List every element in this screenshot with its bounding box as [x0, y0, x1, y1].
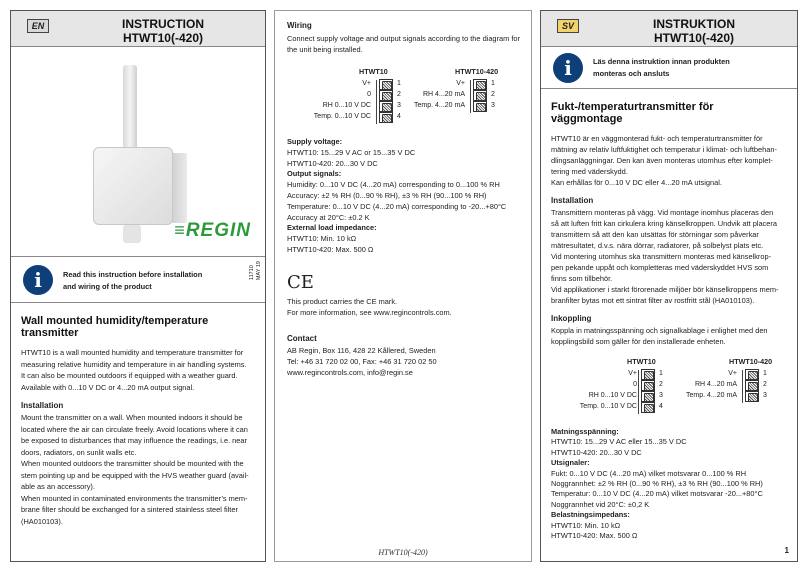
- text-line: Available with 0...10 V DC or 4...20 mA output signal.: [21, 382, 195, 392]
- terminal-block: [641, 380, 655, 391]
- terminal-number: 3: [763, 392, 767, 399]
- text-line: HTWT10 is a wall mounted humidity and temperature transmitter for: [21, 348, 244, 357]
- spec-line: Humidity: 0...10 V DC (4...20 mA) corresponding to 0...100 % RH: [287, 180, 500, 190]
- terminal-label: V+: [362, 80, 371, 87]
- spec-heading: External load impedance:: [287, 223, 377, 233]
- doc-code-number: 11710: [249, 265, 255, 281]
- english-page-continued: [274, 10, 532, 562]
- spec-line: HTWT10-420: Max. 500 Ω: [551, 531, 638, 541]
- terminal-block: [473, 79, 487, 90]
- text-line: be exposed to disturbances that may influence the readings, i.e. near: [21, 436, 247, 445]
- text-line: able as an accessory).: [21, 482, 95, 491]
- terminal-label: V+: [456, 80, 465, 87]
- terminal-label: Temp. 0...10 V DC: [579, 403, 637, 410]
- diagram-title-htwt10-420: HTWT10-420: [729, 357, 773, 366]
- spec-heading: Belastningsimpedans:: [551, 510, 630, 520]
- page-header: [541, 11, 797, 47]
- notice-line-1: Läs denna instruktion innan produkten: [593, 57, 730, 66]
- terminal-bracket: [376, 80, 377, 124]
- spec-line: Noggrannhet: ±2 % RH (0...90 % RH), ±3 % RH (90...100 % RH): [551, 479, 763, 489]
- product-photo: [11, 47, 265, 257]
- terminal-block: [379, 90, 393, 101]
- text-line: When mounted outdoors the transmitter should be mounted with the: [21, 459, 244, 468]
- installation-heading: Installation: [21, 401, 64, 410]
- text-line: (HA010103).: [21, 516, 63, 526]
- terminal-block: [379, 101, 393, 112]
- terminal-block: [745, 369, 759, 380]
- terminal-number: 2: [397, 91, 401, 98]
- terminal-block: [641, 391, 655, 402]
- regin-logo: [174, 220, 251, 242]
- intro-paragraph: [551, 133, 787, 188]
- spec-line: HTWT10: Min. 10 kΩ: [287, 234, 357, 244]
- spec-line: HTWT10-420: 20...30 V DC: [287, 158, 378, 168]
- title-line-2: HTWT10(-420): [122, 31, 203, 45]
- terminal-block: [379, 112, 393, 123]
- info-icon: i: [553, 53, 583, 83]
- regin-logo-icon: ≡: [174, 220, 183, 240]
- wiring-description: [551, 325, 787, 347]
- text-line: the unit being installed.: [287, 45, 363, 54]
- terminal-number: 3: [491, 102, 495, 109]
- installation-paragraph: [551, 207, 787, 306]
- text-line: Connect supply voltage and output signals according to the diagram for: [287, 34, 520, 43]
- text-line: Kan erhållas för 0...10 V DC eller 4...20 mA utsignal.: [551, 178, 722, 187]
- text-line: When mounted in contaminated environments the transmitter’s mem-: [21, 493, 248, 503]
- swedish-page: [540, 10, 798, 562]
- text-line: pen pekande uppåt och kompletteras med väderskyddet HVS som: [551, 263, 769, 272]
- terminal-bracket: [742, 370, 743, 403]
- intro-paragraph: [21, 347, 255, 393]
- cable-gland: [123, 225, 141, 243]
- terminal-label: V+: [728, 370, 737, 377]
- notice-line-2: monteras och ansluts: [593, 69, 670, 78]
- text-line: HTWT10 är en väggmonterad fukt- och temperaturtransmitter för: [551, 134, 763, 143]
- page-number: 1: [784, 546, 789, 555]
- terminal-number: 2: [491, 91, 495, 98]
- english-page: [10, 10, 266, 562]
- text-line: This product carries the CE mark.: [287, 296, 398, 306]
- spec-heading: Utsignaler:: [551, 458, 590, 468]
- terminal-label: 0: [633, 381, 637, 388]
- installation-heading: Installation: [551, 196, 594, 205]
- terminal-label: 0: [367, 91, 371, 98]
- specifications: [551, 427, 787, 541]
- terminal-label: RH 4...20 mA: [694, 381, 737, 388]
- notice-text: [593, 56, 783, 80]
- terminal-block: [379, 79, 393, 90]
- text-line: transmittern så att den kan utsättas för störningar som påverkar: [551, 230, 759, 239]
- terminal-number: 1: [491, 80, 495, 87]
- spec-line: HTWT10: Min. 10 kΩ: [551, 520, 621, 530]
- text-line: mätresultatet, d.v.s. nära dörrar, radiatorer, på solbelyst plats etc.: [551, 241, 764, 250]
- terminal-number: 1: [397, 80, 401, 87]
- info-icon: i: [23, 265, 53, 295]
- language-flag-sv: SV: [557, 19, 579, 33]
- terminal-label: Temp. 0...10 V DC: [313, 113, 371, 120]
- spec-heading: Output signals:: [287, 169, 342, 179]
- text-line: stem pointing up and be equipped with the HVS weather guard (avail-: [21, 470, 249, 480]
- terminal-number: 2: [659, 381, 663, 388]
- text-line: kopplingsbild som gäller för den installerade enheten.: [551, 337, 726, 346]
- section-title: Fukt-/temperaturtransmitter för väggmontage: [551, 101, 714, 125]
- terminal-label: Temp. 4...20 mA: [686, 392, 737, 399]
- spec-line: Accuracy: ±2 % RH (0...90 % RH), ±3 % RH (90...100 % RH): [287, 190, 487, 200]
- contact-phone: Tel: +46 31 720 02 00, Fax: +46 31 720 02 50: [287, 357, 437, 367]
- ce-text: [287, 297, 521, 319]
- terminal-label: Temp. 4...20 mA: [414, 102, 465, 109]
- installation-paragraph: [21, 412, 255, 527]
- spec-heading: Supply voltage:: [287, 137, 343, 146]
- terminal-number: 4: [397, 113, 401, 120]
- document-code: [249, 261, 263, 280]
- spec-line: Temperature: 0...10 V DC (4...20 mA) corresponding to -20...+80°C: [287, 201, 507, 211]
- text-line: It can also be mounted outdoors if equipped with a weather guard.: [21, 371, 238, 380]
- text-line: Vid applikationer i starkt förorenade miljöer bör känselkroppens mem-: [551, 285, 779, 294]
- terminal-block: [641, 402, 655, 413]
- read-instruction-notice: [11, 257, 265, 303]
- spec-line: HTWT10: 15...29 V AC eller 15...35 V DC: [551, 437, 687, 447]
- spec-heading: Matningsspänning:: [551, 427, 619, 436]
- page-title: [71, 17, 255, 45]
- contact-details: [287, 346, 521, 378]
- wiring-diagram: [541, 357, 797, 421]
- terminal-number: 2: [763, 381, 767, 388]
- page-footer: HTWT10(-420): [378, 548, 428, 557]
- terminal-label: RH 0...10 V DC: [322, 102, 371, 109]
- terminal-label: V+: [628, 370, 637, 377]
- spec-line: HTWT10-420: 20...30 V DC: [551, 447, 642, 457]
- wiring-diagram: [275, 63, 531, 133]
- spec-line: Accuracy at 20°C: ±0.2 K: [287, 212, 370, 222]
- text-line: mätning av relativ luftfuktighet och temperatur i klimat- och luftbehan-: [551, 145, 777, 154]
- ce-mark-icon: CE: [287, 271, 314, 293]
- text-line: For more information, see www.regincontrols.com.: [287, 307, 452, 317]
- text-line: Vid montering utomhus ska transmittern monteras med känselkrop-: [551, 252, 772, 261]
- page-header: [11, 11, 265, 47]
- terminal-number: 3: [397, 102, 401, 109]
- text-line: Koppla in matningsspänning och signalkablage i enlighet med den: [551, 326, 768, 335]
- text-line: dlingsanläggningar. Den kan även monteras utomhus efter komplet-: [551, 156, 773, 165]
- contact-web: www.regincontrols.com, info@regin.se: [287, 367, 413, 377]
- terminal-block: [745, 391, 759, 402]
- title-line-1: INSTRUKTION: [653, 17, 735, 31]
- terminal-block: [473, 101, 487, 112]
- title-line-2: HTWT10(-420): [653, 31, 734, 45]
- text-line: measuring relative humidity and temperature in air handling systems.: [21, 359, 247, 369]
- terminal-number: 3: [659, 392, 663, 399]
- diagram-title-htwt10: HTWT10: [627, 357, 656, 366]
- wiring-heading: Wiring: [287, 21, 312, 30]
- spec-line: Noggrannhet vid 20°C: ±0,2 K: [551, 499, 650, 509]
- terminal-number: 4: [659, 403, 663, 410]
- doc-code-date: MAY 19: [256, 261, 262, 281]
- specifications: [287, 137, 521, 256]
- terminal-block: [745, 380, 759, 391]
- spec-line: HTWT10-420: Max. 500 Ω: [287, 244, 374, 254]
- contact-address: AB Regin, Box 116, 428 22 Kållered, Sweden: [287, 346, 436, 356]
- contact-heading: Contact: [287, 334, 317, 344]
- spec-line: Fukt: 0...10 V DC (4...20 mA) vilket motsvarar 0...100 % RH: [551, 468, 747, 478]
- notice-line-2: and wiring of the product: [63, 282, 152, 291]
- text-line: Transmittern monteras på vägg. Vid montage inomhus placeras den: [551, 208, 774, 217]
- housing-side: [171, 153, 187, 223]
- regin-logo-text: REGIN: [185, 220, 251, 241]
- text-line: doors, radiators, on sunlit walls etc.: [21, 447, 137, 457]
- text-line: located where the air can circulate freely. Avoid locations where it can: [21, 424, 248, 434]
- terminal-number: 1: [763, 370, 767, 377]
- terminal-label: RH 0...10 V DC: [588, 392, 637, 399]
- page-title: [601, 17, 787, 45]
- terminal-block: [641, 369, 655, 380]
- spec-line: HTWT10: 15...29 V AC or 15...35 V DC: [287, 147, 416, 157]
- terminal-label: RH 4...20 mA: [422, 91, 465, 98]
- diagram-title-htwt10-420: HTWT10-420: [455, 67, 499, 76]
- title-line-1: INSTRUCTION: [122, 17, 204, 31]
- wiring-heading: Inkoppling: [551, 314, 592, 323]
- transmitter-housing: [93, 147, 173, 225]
- terminal-bracket: [638, 370, 639, 414]
- language-flag-en: EN: [27, 19, 49, 33]
- notice-line-1: Read this instruction before installation: [63, 270, 203, 279]
- wiring-description: [287, 33, 521, 55]
- notice-text: [63, 269, 233, 293]
- text-line: branfilter bytas mot ett sintrat filter av rostfritt stål (HA010103).: [551, 296, 755, 305]
- terminal-number: 1: [659, 370, 663, 377]
- text-line: så att luften fritt kan cirkulera kring känselkroppen. Undvik att placera: [551, 219, 777, 228]
- text-line: tering med väderskydd.: [551, 167, 628, 176]
- terminal-bracket: [470, 80, 471, 113]
- text-line: finns som tillbehör.: [551, 274, 613, 283]
- read-instruction-notice: [541, 47, 797, 89]
- text-line: Mount the transmitter on a wall. When mounted indoors it should be: [21, 413, 243, 422]
- text-line: brane filter should be exchanged for a sintered stainless steel filter: [21, 505, 238, 514]
- diagram-title-htwt10: HTWT10: [359, 67, 388, 76]
- spec-line: Temperatur: 0...10 V DC (4...20 mA) vilket motsvarar -20...+80°C: [551, 489, 763, 499]
- section-title: Wall mounted humidity/temperature transmitter: [21, 315, 209, 339]
- terminal-block: [473, 90, 487, 101]
